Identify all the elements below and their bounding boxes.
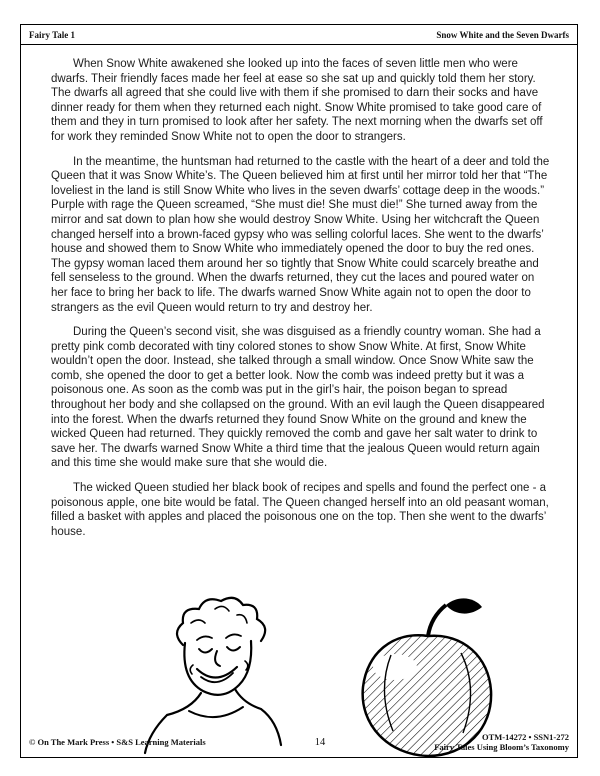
page-number: 14 (314, 736, 326, 748)
story-text (21, 45, 577, 539)
page-footer (21, 729, 577, 757)
story-paragraph: During the Queen’s second visit, she was disguised as a friendly country woman. She had a pretty pink comb decorated with tiny colored stones to show Snow White. At first, Snow White wouldn’t open the door. Instead, she talked through a small window. Once Snow White saw the comb, she opened the door to get a better look. Now the comb was indeed pretty but it was a poisonous one. As soon as the comb was put in the girl’s hair, the poison began to spread throughout her body and she collapsed on the ground. With an evil laugh the Queen disappeared into the forest. When the dwarfs returned they found Snow White on the ground and knew the wicked Queen had returned. They quickly removed the comb and gave her salt water to drink to save her. The dwarfs warned Snow White a third time that the jealous Queen would return again and this time she would make sure that she would die. (51, 326, 545, 470)
header-right-label: Snow White and the Seven Dwarfs (436, 30, 569, 40)
footer-codes (434, 732, 569, 753)
page-border (20, 24, 578, 758)
story-paragraph: In the meantime, the huntsman had returned to the castle with the heart of a deer and told the Queen that it was Snow White’s. The Queen believed him at first until her mirror told her that “The loveliest in the land is still Snow White who lives in the seven dwarfs’ cottage deep in the woods.” Purple with rage the Queen screamed, “She must die! She must die!” She turned away from the mirror and sat down to plan how she would destroy Snow White. Using her witchcraft the Queen changed herself into a brown-faced gypsy who was selling colorful laces. She went to the dwarfs’ house and showed them to Snow White who immediately opened the door to buy the red ones. The gypsy woman laced them around her so tightly that Snow White could scarcely breathe and fell senseless to the ground. When the dwarfs returned, they cut the laces and poured water on her face to bring her back to life. The dwarfs warned Snow White again not to open the door to strangers as the evil Queen would return to try and destroy her. (51, 155, 550, 314)
header-left-label: Fairy Tale 1 (29, 30, 76, 40)
footer-series: Fairy Tales Using Bloom’s Taxonomy (434, 742, 569, 753)
page-header (21, 25, 577, 45)
story-paragraph: When Snow White awakened she looked up into the faces of seven little men who were dwarfs. Their friendly faces made her feel at ease so she sat up and quickly told them her story. The dwarfs all agreed that she could live with them if she promised to darn their socks and have dinner ready for them when they returned each night. Snow White promised to take good care of them and they in turn promised to look after her safety. The next morning when the dwarfs set off for work they reminded Snow White not to open the door to strangers. (51, 58, 543, 143)
footer-publisher: © On The Mark Press • S&S Learning Materials (29, 737, 206, 748)
story-paragraph: The wicked Queen studied her black book of recipes and spells and found the perfect one - a poisonous apple, one bite would be fatal. The Queen changed herself into an old peasant woman, filled a basket with apples and placed the poisonous one on the top. Then she went to the dwarfs’ house. (51, 482, 549, 538)
footer-code: OTM-14272 • SSN1-272 (481, 731, 569, 742)
